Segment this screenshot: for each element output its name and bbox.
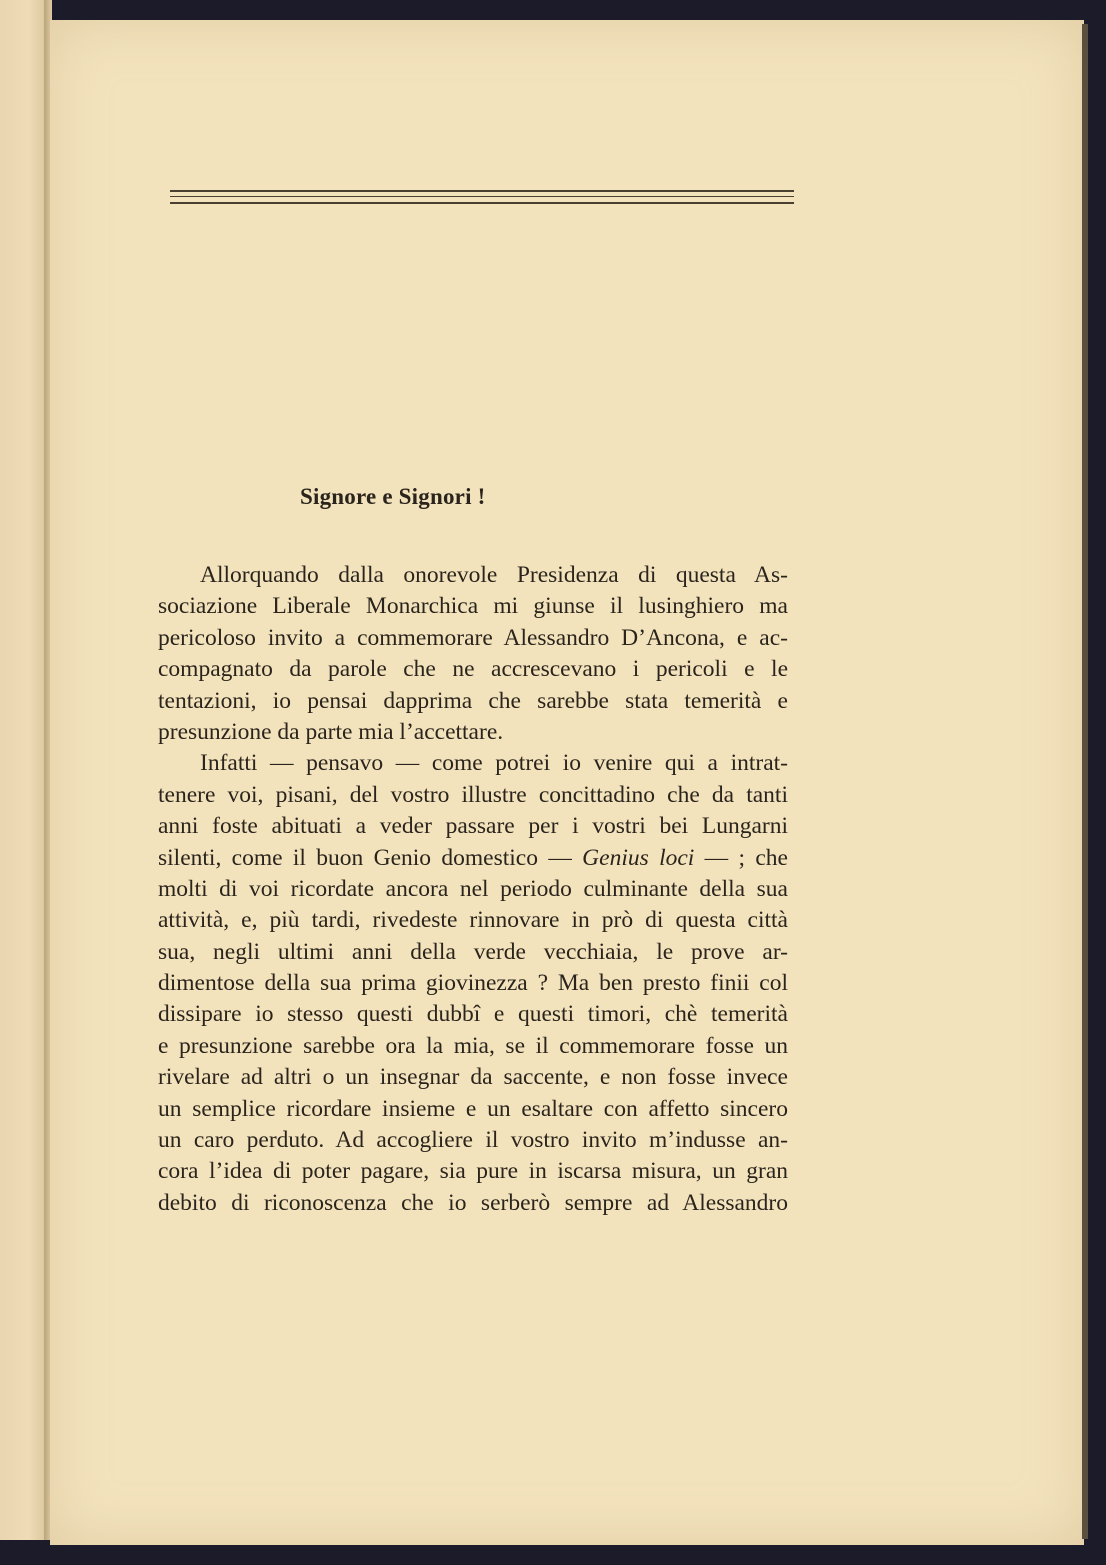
text-line: Allorquando dalla onorevole Presidenza di questa As- <box>200 562 788 588</box>
text-line <box>158 843 788 874</box>
text-line: compagnato da parole che ne accrescevano i pericoli e le <box>158 656 788 683</box>
text-line: cora l’idea di poter pagare, sia pure in iscarsa misura, un gran <box>158 1158 788 1185</box>
text-segment: — ; che <box>694 844 788 871</box>
text-line: sua, negli ultimi anni della verde vecchiaia, le prove ar- <box>158 938 788 965</box>
text-line: e presunzione sarebbe ora la mia, se il commemorare fosse un <box>158 1032 788 1059</box>
left-page-edge <box>0 0 48 1540</box>
text-line: dimentose della sua prima giovinezza ? Ma ben presto finii col <box>158 970 788 997</box>
text-line: Infatti — pensavo — come potrei io venire qui a intrat- <box>200 750 788 777</box>
salutation-heading: Signore e Signori ! <box>300 484 486 509</box>
text-line: tenere voi, pisani, del vostro illustre concittadino che da tanti <box>158 781 788 808</box>
italic-phrase: Genius loci <box>582 844 695 871</box>
text-line: dissipare io stesso questi dubbî e questi timori, chè temerità <box>158 1001 788 1028</box>
body-text <box>158 560 788 1219</box>
text-segment: silenti, come il buon Genio domestico — <box>158 844 583 871</box>
text-line: molti di voi ricordate ancora nel periodo culminante della sua <box>158 875 788 902</box>
text-line: rivelare ad altri o un insegnar da saccente, e non fosse invece <box>158 1064 788 1091</box>
header-rule <box>170 196 794 197</box>
text-line: presunzione da parte mia l’accettare. <box>158 718 504 745</box>
book-page <box>50 20 1084 1545</box>
header-rule <box>170 190 794 192</box>
text-line: tentazioni, io pensai dapprima che sarebbe stata temerità e <box>158 687 788 714</box>
text-line: pericoloso invito a commemorare Alessandro D’Ancona, e ac- <box>158 624 788 651</box>
header-rule <box>170 202 794 204</box>
text-line: un caro perduto. Ad accogliere il vostro invito m’indusse an- <box>158 1127 788 1154</box>
text-line: debito di riconoscenza che io serberò sempre ad Alessandro <box>158 1189 788 1216</box>
text-line: anni foste abituati a veder passare per i vostri bei Lungarni <box>158 813 788 840</box>
text-line: sociazione Liberale Monarchica mi giunse il lusinghiero ma <box>158 593 788 620</box>
text-line: un semplice ricordare insieme e un esaltare con affetto sincero <box>158 1095 788 1122</box>
text-line: attività, e, più tardi, rivedeste rinnovare in prò di questa città <box>158 907 788 934</box>
right-page-edge <box>1082 24 1088 1539</box>
